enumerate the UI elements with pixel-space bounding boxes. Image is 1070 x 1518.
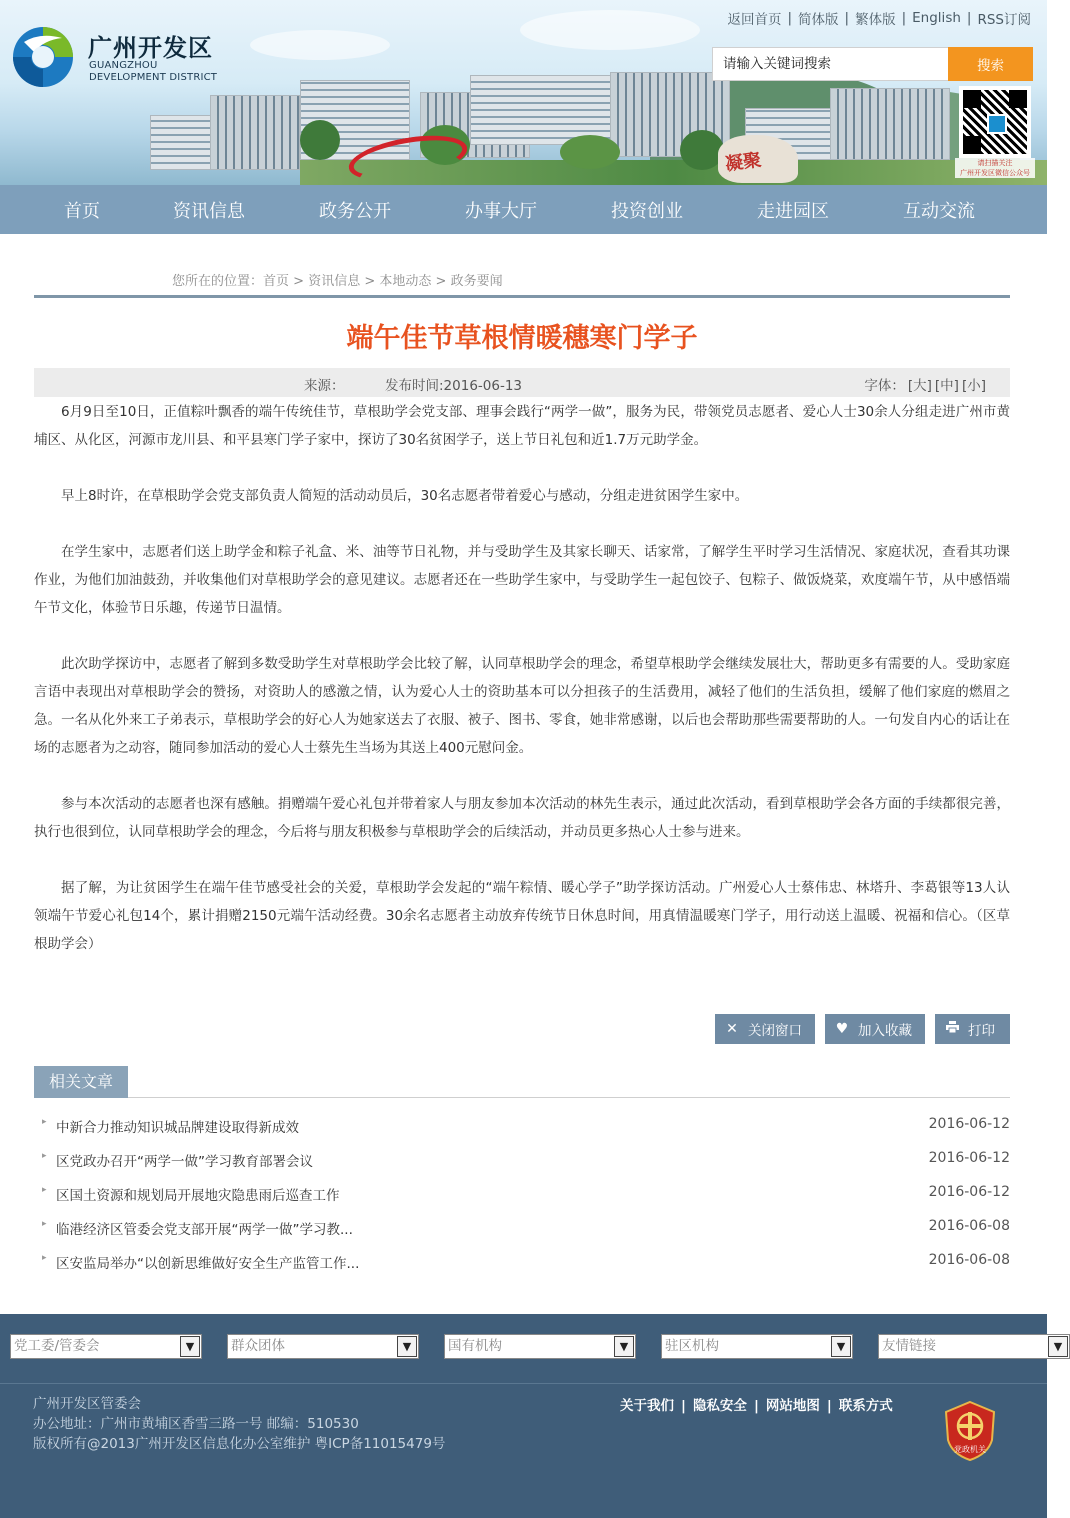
top-link-separator: | [901, 10, 907, 26]
font-size-medium[interactable]: [中] [934, 378, 959, 394]
footer-address: 办公地址：广州市黄埔区香雪三路一号 邮编：510530 [33, 1416, 359, 1432]
bullet-icon: ▸ [42, 1185, 47, 1195]
heart-icon: ♥ [835, 1021, 849, 1037]
qr-caption-line1: 请扫描关注 [977, 159, 1013, 167]
chevron-down-icon[interactable]: ▼ [397, 1336, 417, 1357]
article-source: 来源： [304, 378, 345, 394]
search-input[interactable] [712, 47, 948, 81]
close-icon: ✕ [726, 1021, 738, 1037]
printer-icon [945, 1021, 959, 1037]
top-link-separator: | [787, 10, 793, 26]
close-window-button[interactable] [715, 1014, 815, 1044]
breadcrumb-item-news[interactable]: 资讯信息 [308, 274, 361, 289]
header-banner [0, 0, 1047, 185]
banner-rock-text: 凝聚 [723, 149, 763, 176]
logo-subtitle-line1: GUANGZHOU [89, 60, 158, 71]
banner-cloud [250, 30, 390, 60]
breadcrumb-item-affairs[interactable]: 政务要闻 [450, 274, 503, 289]
logo-icon[interactable] [10, 24, 76, 88]
select-value: 友情链接 [882, 1338, 936, 1354]
chevron-down-icon[interactable]: ▼ [180, 1336, 200, 1357]
nav-item-government[interactable]: 政务公开 [319, 200, 391, 222]
top-link-separator: | [966, 10, 972, 26]
qr-caption [955, 158, 1035, 178]
footer-link-about[interactable]: 关于我们 [620, 1398, 674, 1414]
nav-item-home[interactable]: 首页 [64, 200, 100, 222]
breadcrumb-separator: > [360, 274, 380, 289]
banner-tree [560, 135, 620, 169]
article-meta-bar [34, 368, 1010, 397]
chevron-down-icon[interactable]: ▼ [1048, 1336, 1068, 1357]
nav-item-services[interactable]: 办事大厅 [465, 200, 537, 222]
footer-link-separator: | [753, 1398, 759, 1414]
footer-link-privacy[interactable]: 隐私安全 [692, 1398, 747, 1414]
add-favorite-button[interactable] [825, 1014, 925, 1044]
select-stationed-agencies[interactable] [661, 1334, 853, 1359]
nav-item-park[interactable]: 走进园区 [757, 200, 829, 222]
select-friendly-links[interactable] [878, 1334, 1070, 1359]
party-government-badge-icon[interactable] [944, 1400, 996, 1462]
qr-caption-line2: 广州开发区微信公众号 [960, 169, 1030, 177]
footer-info [33, 1394, 445, 1454]
related-article-date: 2016-06-08 [928, 1252, 1010, 1268]
font-size-label: 字体： [864, 378, 905, 394]
print-button[interactable] [935, 1014, 1010, 1044]
top-link-traditional[interactable]: 繁体版 [855, 12, 896, 28]
article-paragraph: 6月9日至10日，正值粽叶飘香的端午传统佳节，草根助学会党支部、理事会践行“两学一做”，服务为民，带领党员志愿者、爱心人士30余人分组走进广州市黄埔区、从化区，河源市龙川县、和平县寒门学子家中，探访了30名贫困学子，送上节日礼包和近1.7万元助学金。 [34, 404, 1010, 448]
related-articles-list [34, 1110, 1010, 1280]
article-title: 端午佳节草根情暖穗寒门学子 [346, 323, 698, 354]
top-link-separator: | [844, 10, 850, 26]
print-label: 打印 [968, 1023, 995, 1039]
printer-icon-svg [946, 1021, 959, 1033]
select-value: 国有机构 [448, 1338, 502, 1354]
related-article-date: 2016-06-08 [928, 1218, 1010, 1234]
bullet-icon: ▸ [42, 1151, 47, 1161]
font-size-control [864, 374, 986, 394]
bullet-icon: ▸ [42, 1117, 47, 1127]
article-date: 发布时间:2016-06-13 [385, 378, 523, 394]
article-paragraph: 此次助学探访中，志愿者了解到多数受助学生对草根助学会比较了解，认同草根助学会的理念，希望草根助学会继续发展壮大，帮助更多有需要的人。受助家庭言语中表现出对草根助学会的赞扬，对资助人的感激之情，认为爱心人士的资助基本可以分担孩子的生活费用，减轻了他们的生活负担，缓解了他们家庭的燃眉之急。一名从化外来工子弟表示，草根助学会的好心人为她家送去了衣服、被子、图书、零食，她非常感谢，以后也会帮助那些需要帮助的人。一句发自内心的话让在场的志愿者为之动容，随同参加活动的爱心人士蔡先生当场为其送上400元慰问金。 [34, 656, 1010, 756]
footer-links [620, 1394, 893, 1414]
list-item [34, 1178, 1010, 1212]
footer-link-contact[interactable]: 联系方式 [838, 1398, 893, 1414]
select-value: 驻区机构 [665, 1338, 719, 1354]
related-article-date: 2016-06-12 [928, 1184, 1010, 1200]
footer-link-separator: | [826, 1398, 832, 1414]
article-paragraph: 据了解，为让贫困学生在端午佳节感受社会的关爱，草根助学会发起的“端午粽情、暖心学子”助学探访活动。广州爱心人士蔡伟忠、林塔升、李葛银等13人认领端午节爱心礼包14个，累计捐赠2150元端午活动经费。30余名志愿者主动放弃传统节日休息时间，用真情温暖寒门学子，用行动送上温暖、祝福和信心。（区草根助学会） [34, 880, 1010, 952]
top-link-english[interactable]: English [912, 10, 961, 26]
font-size-large[interactable]: [大] [907, 378, 932, 394]
select-party-committee[interactable] [10, 1334, 202, 1359]
article-actions [715, 1014, 1010, 1044]
article-paragraph: 参与本次活动的志愿者也深有感触。捐赠端午爱心礼包并带着家人与朋友参加本次活动的林先生表示，通过此次活动，看到草根助学会各方面的手续都很完善，执行也很到位，认同草根助学会的理念，今后将与朋友积极参与草根助学会的后续活动，并动员更多热心人士参与进来。 [34, 796, 1010, 840]
breadcrumb-separator: > [289, 274, 309, 289]
related-article-link[interactable]: 区党政办召开“两学一做”学习教育部署会议 [56, 1154, 313, 1170]
footer-link-separator: | [681, 1398, 686, 1414]
article-paragraph: 在学生家中，志愿者们送上助学金和粽子礼盒、米、油等节日礼物，并与受助学生及其家长聊天、话家常，了解学生平时学习生活情况、家庭状况，查看其功课作业，为他们加油鼓劲，并收集他们对草根助学会的意见建议。志愿者还在一些助学生家中，与受助学生一起包饺子、包粽子、做饭烧菜，欢度端午节，从中感悟端午节文化，体验节日乐趣，传递节日温情。 [34, 544, 1010, 616]
chevron-down-icon[interactable]: ▼ [831, 1336, 851, 1357]
breadcrumb-item-home[interactable]: 首页 [263, 274, 290, 289]
search-button[interactable]: 搜索 [948, 47, 1033, 81]
related-articles-tab: 相关文章 [34, 1066, 128, 1098]
select-value: 群众团体 [231, 1338, 285, 1354]
nav-item-news[interactable]: 资讯信息 [173, 200, 245, 222]
top-link-simplified[interactable]: 简体版 [798, 12, 839, 28]
banner-tree [300, 120, 340, 160]
nav-item-interaction[interactable]: 互动交流 [903, 200, 975, 222]
top-link-home[interactable]: 返回首页 [727, 12, 782, 28]
article-body [34, 398, 1010, 986]
search-bar [712, 47, 1033, 81]
select-mass-groups[interactable] [227, 1334, 419, 1359]
footer-copyright: 版权所有@2013广州开发区信息化办公室维护 粤ICP备11015479号 [33, 1436, 446, 1452]
related-article-date: 2016-06-12 [928, 1116, 1010, 1132]
select-state-owned[interactable] [444, 1334, 636, 1359]
related-article-link[interactable]: 区国土资源和规划局开展地灾隐患雨后巡查工作 [56, 1188, 340, 1204]
chevron-down-icon[interactable]: ▼ [614, 1336, 634, 1357]
footer-org: 广州开发区管委会 [33, 1396, 141, 1412]
breadcrumb-divider [34, 295, 1010, 298]
bullet-icon: ▸ [42, 1253, 47, 1263]
close-window-label: 关闭窗口 [748, 1023, 802, 1039]
badge-text: 党政机关 [954, 1445, 986, 1454]
add-favorite-label: 加入收藏 [858, 1023, 912, 1039]
related-article-date: 2016-06-12 [928, 1150, 1010, 1166]
list-item [34, 1212, 1010, 1246]
related-article-link[interactable]: 区安监局举办“以创新思维做好安全生产监管工作... [56, 1256, 360, 1272]
qr-code-pattern [963, 90, 1027, 154]
breadcrumb-prefix: 您所在的位置： [172, 274, 264, 289]
font-size-small[interactable]: [小] [961, 378, 986, 394]
banner-cloud [520, 10, 700, 50]
logo-title[interactable]: 广州开发区 [88, 34, 213, 62]
breadcrumb-item-local[interactable]: 本地动态 [379, 274, 432, 289]
footer-divider [0, 1383, 1047, 1384]
wechat-qr-code [959, 86, 1031, 158]
article-paragraph: 早上8时许，在草根助学会党支部负责人简短的活动动员后，30名志愿者带着爱心与感动，分组走进贫困学生家中。 [61, 488, 749, 504]
banner-building [470, 75, 630, 145]
breadcrumb-separator: > [431, 274, 451, 289]
breadcrumb [172, 270, 503, 289]
related-article-link[interactable]: 临港经济区管委会党支部开展“两学一做”学习教... [56, 1222, 353, 1238]
footer-link-sitemap[interactable]: 网站地图 [765, 1398, 820, 1414]
banner-building [830, 88, 950, 160]
select-value: 党工委/管委会 [14, 1338, 100, 1354]
banner-building [210, 95, 300, 170]
footer-link-selects [10, 1334, 1070, 1359]
logo-subtitle-line2: DEVELOPMENT DISTRICT [89, 72, 218, 83]
top-links [727, 8, 1031, 28]
related-articles-header [34, 1066, 1010, 1098]
related-article-link[interactable]: 中新合力推动知识城品牌建设取得新成效 [56, 1120, 299, 1136]
top-link-rss[interactable]: RSS订阅 [977, 12, 1031, 28]
nav-item-investment[interactable]: 投资创业 [611, 200, 683, 222]
list-item [34, 1246, 1010, 1280]
main-nav [0, 185, 1047, 234]
list-item [34, 1110, 1010, 1144]
bullet-icon: ▸ [42, 1219, 47, 1229]
list-item [34, 1144, 1010, 1178]
